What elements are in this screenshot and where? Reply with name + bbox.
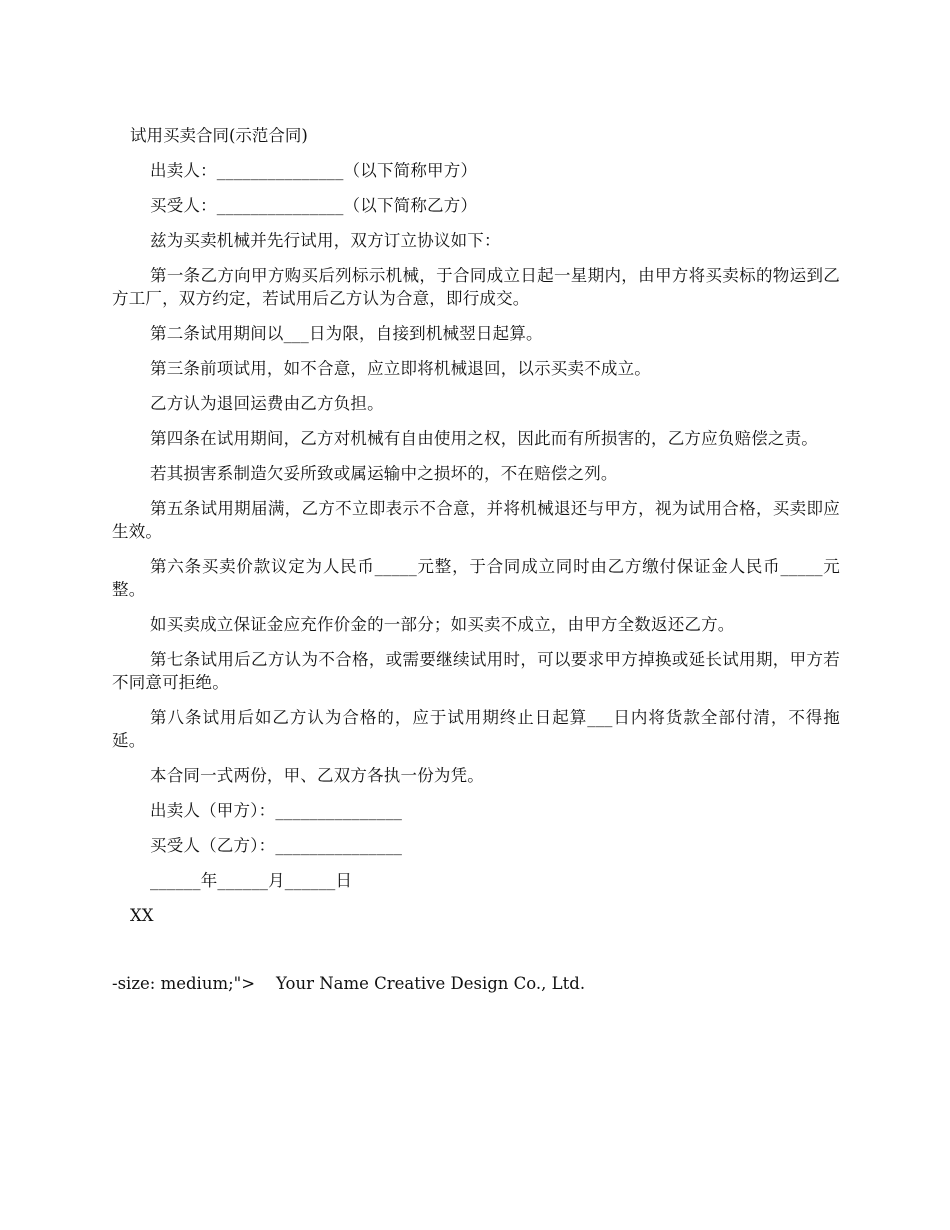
- article-4-note: 若其损害系制造欠妥所致或属运输中之损坏的，不在赔偿之列。: [150, 464, 618, 483]
- document-body: [112, 124, 840, 939]
- article-2: 第二条试用期间以___日为限，自接到机械翌日起算。: [150, 324, 543, 343]
- buyer-line: 买受人：_______________（以下简称乙方）: [150, 196, 478, 215]
- footer-text-container: [112, 972, 585, 995]
- article-3: 第三条前项试用，如不合意，应立即将机械退回，以示买卖不成立。: [150, 359, 651, 378]
- article-7: 第七条试用后乙方认为不合格，或需要继续试用时，可以要求甲方掉换或延长试用期，甲方若不同意可拒绝。: [112, 650, 840, 692]
- copies-clause: 本合同一式两份，甲、乙双方各执一份为凭。: [150, 766, 484, 785]
- footer-company-text: -size: medium;"> Your Name Creative Design Co., Ltd.: [112, 974, 586, 993]
- buyer-signature-line: 买受人（乙方）：_______________: [150, 836, 403, 855]
- seller-signature-line: 出卖人（甲方）：_______________: [150, 801, 403, 820]
- article-8: 第八条试用后如乙方认为合格的，应于试用期终止日起算___日内将货款全部付清，不得拖延。: [112, 708, 840, 750]
- article-6-note: 如买卖成立保证金应充作价金的一部分；如买卖不成立，由甲方全数返还乙方。: [150, 615, 735, 634]
- placeholder-xx: XX: [130, 906, 154, 925]
- document-title: 试用买卖合同(示范合同): [130, 126, 308, 145]
- article-6: 第六条买卖价款议定为人民币_____元整，于合同成立同时由乙方缴付保证金人民币_____元整。: [112, 557, 840, 599]
- article-3-note: 乙方认为退回运费由乙方负担。: [150, 394, 384, 413]
- agreement-intro: 兹为买卖机械并先行试用，双方订立协议如下：: [150, 231, 501, 250]
- article-1: 第一条乙方向甲方购买后列标示机械，于合同成立日起一星期内，由甲方将买卖标的物运到乙方工厂，双方约定，若试用后乙方认为合意，即行成交。: [112, 266, 840, 308]
- article-4: 第四条在试用期间，乙方对机械有自由使用之权，因此而有所损害的，乙方应负赔偿之责。: [150, 429, 818, 448]
- article-5: 第五条试用期届满，乙方不立即表示不合意，并将机械退还与甲方，视为试用合格，买卖即应生效。: [112, 499, 840, 541]
- date-line: ______年______月______日: [150, 871, 353, 890]
- seller-line: 出卖人：_______________（以下简称甲方）: [150, 161, 478, 180]
